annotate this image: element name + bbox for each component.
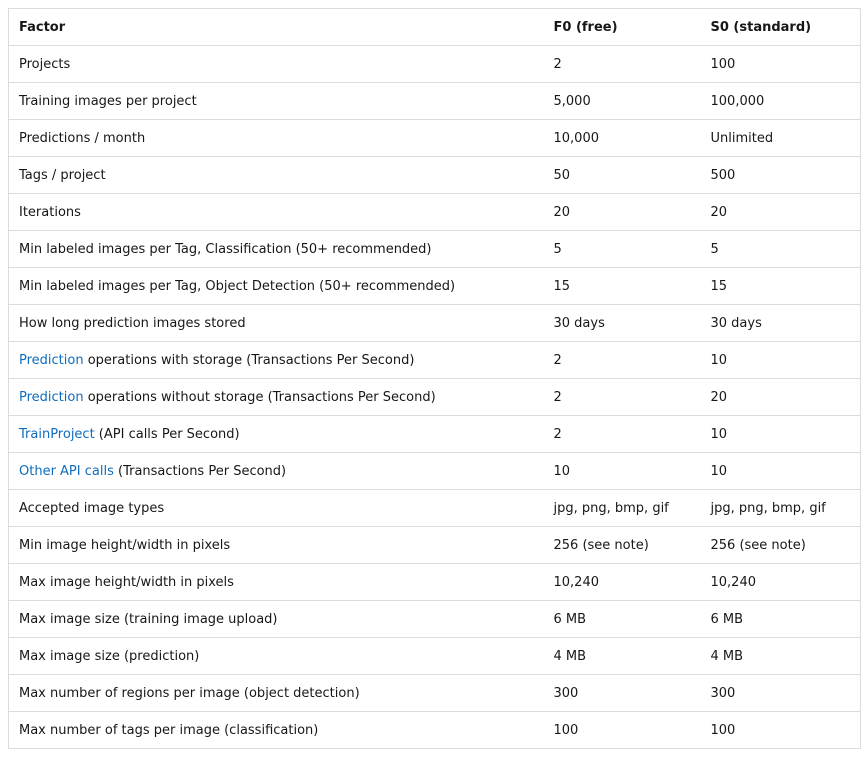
s0-value: 4 MB: [701, 638, 861, 675]
f0-value: 5: [544, 231, 701, 268]
factor-text: Max image size (prediction): [19, 648, 200, 664]
factor-cell: [9, 638, 544, 675]
factor-link[interactable]: Other API calls: [19, 463, 114, 479]
factor-text: Max number of regions per image (object detection): [19, 685, 360, 701]
factor-text: operations with storage (Transactions Per Second): [83, 352, 415, 368]
table-row: [9, 231, 861, 268]
factor-text: Min image height/width in pixels: [19, 537, 231, 553]
factor-text: Projects: [19, 56, 71, 72]
factor-cell: [9, 527, 544, 564]
factor-text: Min labeled images per Tag, Object Detection (50+ recommended): [19, 278, 456, 294]
s0-value: 300: [701, 675, 861, 712]
limits-table: [8, 8, 861, 749]
s0-value: 5: [701, 231, 861, 268]
s0-value: jpg, png, bmp, gif: [701, 490, 861, 527]
factor-cell: [9, 231, 544, 268]
table-row: [9, 268, 861, 305]
f0-value: 10: [544, 453, 701, 490]
table-row: [9, 416, 861, 453]
table-row: [9, 83, 861, 120]
s0-value: 15: [701, 268, 861, 305]
table-row: [9, 46, 861, 83]
s0-value: 100: [701, 46, 861, 83]
factor-cell: [9, 675, 544, 712]
factor-cell: [9, 305, 544, 342]
f0-value: 10,240: [544, 564, 701, 601]
factor-cell: [9, 453, 544, 490]
table-body: [9, 46, 861, 749]
s0-value: 10,240: [701, 564, 861, 601]
table-row: [9, 453, 861, 490]
table-header-row: [9, 9, 861, 46]
header-f0: F0 (free): [544, 9, 701, 46]
factor-text: Training images per project: [19, 93, 197, 109]
factor-cell: [9, 379, 544, 416]
s0-value: 256 (see note): [701, 527, 861, 564]
factor-cell: [9, 268, 544, 305]
f0-value: 2: [544, 416, 701, 453]
table-row: [9, 712, 861, 749]
f0-value: 50: [544, 157, 701, 194]
factor-cell: [9, 490, 544, 527]
table-row: [9, 194, 861, 231]
factor-text: Iterations: [19, 204, 81, 220]
f0-value: 10,000: [544, 120, 701, 157]
factor-text: Max image size (training image upload): [19, 611, 278, 627]
factor-cell: [9, 120, 544, 157]
factor-text: operations without storage (Transactions Per Second): [83, 389, 436, 405]
s0-value: 100,000: [701, 83, 861, 120]
table-row: [9, 379, 861, 416]
s0-value: 100: [701, 712, 861, 749]
f0-value: 5,000: [544, 83, 701, 120]
factor-text: Max image height/width in pixels: [19, 574, 234, 590]
table-row: [9, 120, 861, 157]
f0-value: jpg, png, bmp, gif: [544, 490, 701, 527]
factor-cell: [9, 601, 544, 638]
factor-text: Tags / project: [19, 167, 106, 183]
header-factor: Factor: [9, 9, 544, 46]
factor-text: Accepted image types: [19, 500, 165, 516]
factor-cell: [9, 342, 544, 379]
factor-link[interactable]: TrainProject: [19, 426, 95, 442]
f0-value: 2: [544, 46, 701, 83]
factor-cell: [9, 83, 544, 120]
f0-value: 256 (see note): [544, 527, 701, 564]
f0-value: 2: [544, 379, 701, 416]
table-row: [9, 157, 861, 194]
factor-cell: [9, 416, 544, 453]
factor-cell: [9, 194, 544, 231]
table-row: [9, 638, 861, 675]
factor-link[interactable]: Prediction: [19, 352, 84, 368]
factor-link[interactable]: Prediction: [19, 389, 84, 405]
s0-value: 10: [701, 453, 861, 490]
s0-value: 500: [701, 157, 861, 194]
factor-cell: [9, 46, 544, 83]
f0-value: 100: [544, 712, 701, 749]
factor-text: How long prediction images stored: [19, 315, 246, 331]
table-row: [9, 305, 861, 342]
factor-text: Min labeled images per Tag, Classification (50+ recommended): [19, 241, 432, 257]
table-row: [9, 342, 861, 379]
f0-value: 20: [544, 194, 701, 231]
s0-value: 30 days: [701, 305, 861, 342]
f0-value: 2: [544, 342, 701, 379]
factor-cell: [9, 157, 544, 194]
factor-cell: [9, 712, 544, 749]
f0-value: 6 MB: [544, 601, 701, 638]
factor-text: (Transactions Per Second): [113, 463, 287, 479]
s0-value: 20: [701, 194, 861, 231]
factor-text: Predictions / month: [19, 130, 146, 146]
f0-value: 300: [544, 675, 701, 712]
factor-cell: [9, 564, 544, 601]
s0-value: 6 MB: [701, 601, 861, 638]
factor-text: (API calls Per Second): [94, 426, 240, 442]
f0-value: 4 MB: [544, 638, 701, 675]
table-row: [9, 601, 861, 638]
table-row: [9, 564, 861, 601]
table-row: [9, 527, 861, 564]
s0-value: 10: [701, 416, 861, 453]
s0-value: Unlimited: [701, 120, 861, 157]
f0-value: 30 days: [544, 305, 701, 342]
factor-text: Max number of tags per image (classification): [19, 722, 319, 738]
s0-value: 10: [701, 342, 861, 379]
table-row: [9, 675, 861, 712]
f0-value: 15: [544, 268, 701, 305]
s0-value: 20: [701, 379, 861, 416]
header-s0: S0 (standard): [701, 9, 861, 46]
table-row: [9, 490, 861, 527]
